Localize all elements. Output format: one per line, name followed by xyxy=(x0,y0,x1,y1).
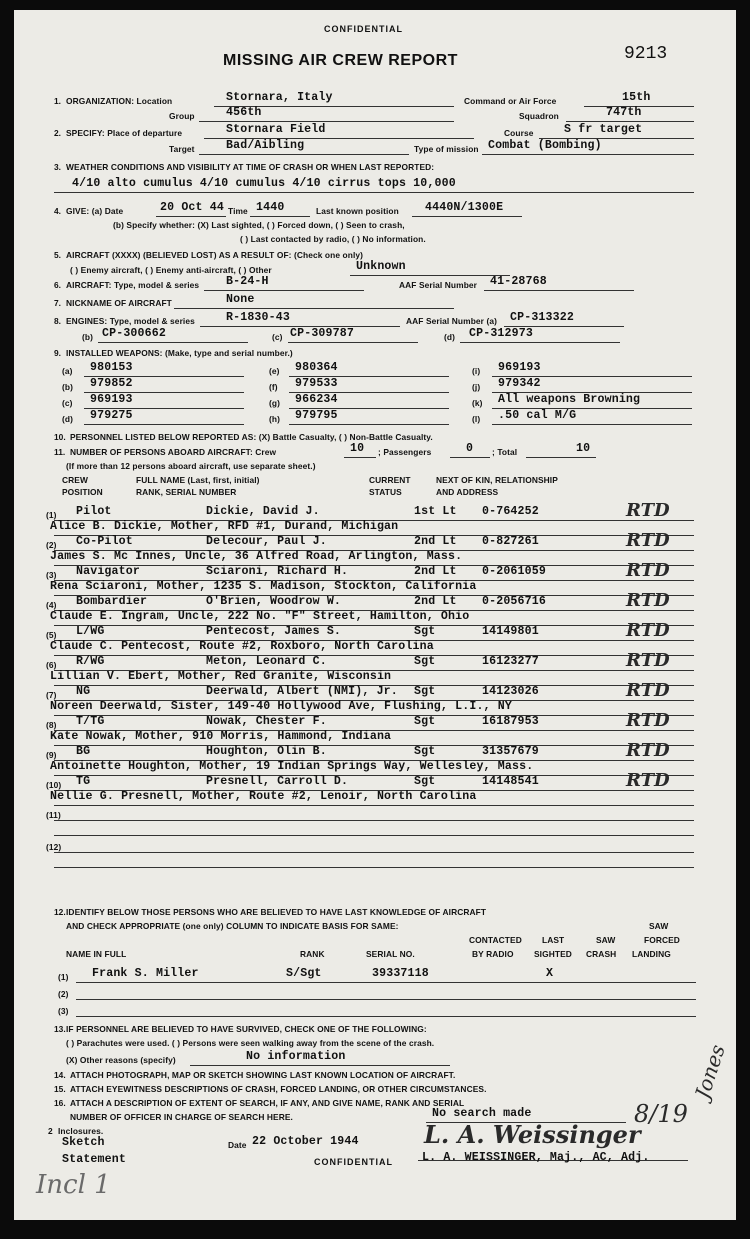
signer-name: L. A. WEISSINGER, Maj., AC, Adj. xyxy=(422,1151,650,1164)
report-page: CONFIDENTIAL MISSING AIR CREW REPORT 9213 1. ORGANIZATION: Location Stornara, Italy Command or Air Force 15th Group 456th Squadron 747th 2. SPECIFY: Place of departure Stornara Field Course S fr target Target Bad/Aibling Type of mission Combat (Bombing) 3. WEATHER CONDITIONS AND VISIBILITY AT TIME OF CRASH OR WHEN LAST REPORTED: 4/10 alto cumulus 4/10 cumulus 4/10 cirrus tops 10,000 4. GIVE: (a) Date 20 Oct 44 Time 1440 Last known position 4440N/1300E (b) Specify whether: (X) Last sighted, ( ) Forced down, ( ) Seen to crash, ( ) Last contacted by radio, ( ) No information. 5. AIRCRAFT (XXXX) (BELIEVED LOST) AS A RESULT OF: (Check one only) ( ) Enemy aircraft, ( ) Enemy anti-aircraft, ( ) Other Unknown 6. AIRCRAFT: Type, model & series B-24-H AAF Serial Number 41-28768 7. NICKNAME OF AIRCRAFT None 8. ENGINES: Type, model & series R-1830-43 AAF Serial Number (a) CP-313322 (b) CP-300662 (c) CP-309787 (d) CP-312973 9. INSTALLED WEAPONS: (Make, type and serial number.) (a) 980153 (e) 980364 (i) 969193 (b) 979852 (f) 979533 (j) 979342 (c) 969193 (g) 966234 (k) All weapons Browning (d) 979275 (h) 979795 (l) .50 cal M/G 10. PERSONNEL LISTED BELOW REPORTED AS: (X) Battle Casualty, ( ) Non-Battle Casualty. 11. NUMBER OF PERSONS ABOARD AIRCRAFT: Crew 10 ; Passengers 0 ; Total 10 (If more than 12 persons aboard aircraft, use separate sheet.) CREW POSITION FULL NAME (Last, first, initial) RANK, SERIAL NUMBER CURRENT STATUS NEXT OF KIN, RELATIONSHIP AND ADDRESS (1) Pilot Dickie, David J. 1st Lt 0-764252 Alice B. Dickie, Mother, RFD #1, Durand, Michigan RTD (2) Co-Pilot Delecour, Paul J. 2nd Lt 0-827261 James S. Mc Innes, Uncle, 36 Alfred Road, Arlington, Mass. RTD (3) Navigator Sciaroni, Richard H. 2nd Lt 0-2061059 Rena Sciaroni, Mother, 1235 S. Madison, Stockton, California RTD (4) Bombardier O'Brien, Woodrow W. 2nd Lt 0-2056716 Claude E. Ingram, Uncle, 222 No. "F" Street, Hamilton, Ohio RTD (5) L/WG Pentecost, James S. Sgt 14149801 Claude C. Pentecost, Route #2, Roxboro, North Carolina RTD (6) R/WG Meton, Leonard C. Sgt 16123277 Lillian V. Ebert, Mother, Red Granite, Wisconsin RTD (7) NG Deerwald, Albert (NMI), Jr. Sgt 14123026 Noreen Deerwald, Sister, 149-40 Hollywood Ave, Flushing, L.I., NY RTD (8) T/TG Nowak, Chester F. Sgt 16187953 Kate Nowak, Mother, 910 Morris, Hammond, Indiana RTD (9) BG Houghton, Olin B. Sgt 31357679 Antoinette Houghton, Mother, 19 Indian Springs Way, Wellesley, Mass. RTD (10) TG Presnell, Carroll D. Sgt 14148541 Nellie G. Presnell, Mother, Route #2, Lenoir, North Carolina RTD (11) (12) 12. IDENTIFY BELOW THOSE PERSONS WHO ARE BELIEVED TO HAVE LAST KNOWLEDGE OF AIRCRAFT AND CHECK APPROPRIATE (one only) COLUMN TO INDICATE BASIS FOR SAME: SAW CONTACTED LAST SAW FORCED NAME IN FULL RANK SERIAL NO. BY RADIO SIGHTED CRASH LANDING (1) Frank S. Miller S/Sgt 39337118 X (2) (3) 13. IF PERSONNEL ARE BELIEVED TO HAVE SURVIVED, CHECK ONE OF THE FOLLOWING: ( ) Parachutes were used. ( ) Persons were seen walking away from the scene of the crash. (X) Other reasons (specify) No information 14. ATTACH PHOTOGRAPH, MAP OR SKETCH SHOWING LAST KNOWN LOCATION OF AIRCRAFT. 15. ATTACH EYEWITNESS DESCRIPTIONS OF CRASH, FORCED LANDING, OR OTHER CIRCUMSTANCES. 16. ATTACH A DESCRIPTION OF EXTENT OF SEARCH, IF ANY, AND GIVE NAME, RANK AND SERIAL NUMBER OF OFFICER IN CHARGE OF SEARCH HERE. No search made 2 Inclosures. Sketch Statement Date 22 October 1944 L. A. WEISSINGER, Maj., AC, Adj. CONFIDENTIAL L. A. Weissinger Incl 1 8/19 Jones xyxy=(14,10,736,1220)
crew-status-note: RTD xyxy=(626,770,670,791)
crew-serial: 14123026 xyxy=(482,685,539,698)
weapon-serial: 979533 xyxy=(295,377,338,390)
crew-number: (5) xyxy=(46,630,57,640)
weapon-serial: 969193 xyxy=(498,361,541,374)
weapon-serial: 979795 xyxy=(295,409,338,422)
loss-time: 1440 xyxy=(256,201,285,214)
crew-serial: 14149801 xyxy=(482,625,539,638)
weapon-key: (f) xyxy=(269,382,278,392)
crew-position: TG xyxy=(76,775,91,788)
crew-status-note: RTD xyxy=(626,560,670,581)
weapon-serial: .50 cal M/G xyxy=(498,409,577,422)
officer-signature: L. A. Weissinger xyxy=(424,1120,641,1149)
crew-name: O'Brien, Woodrow W. xyxy=(206,595,342,608)
crew-next-of-kin: Rena Sciaroni, Mother, 1235 S. Madison, Stockton, California xyxy=(50,580,477,593)
last-position: 4440N/1300E xyxy=(425,201,504,214)
aircraft-serial: 41-28768 xyxy=(490,275,547,288)
crew-next-of-kin: Alice B. Dickie, Mother, RFD #1, Durand, Michigan xyxy=(50,520,399,533)
crew-number: (10) xyxy=(46,780,62,790)
crew-serial: 0-764252 xyxy=(482,505,539,518)
org-location: Stornara, Italy xyxy=(226,91,333,104)
weapon-serial: 980153 xyxy=(90,361,133,374)
crew-rank: Sgt xyxy=(414,715,436,728)
handwritten-initials: Jones xyxy=(690,1041,730,1102)
crew-serial: 0-2056716 xyxy=(482,595,546,608)
crew-serial: 14148541 xyxy=(482,775,539,788)
weapon-serial: 979852 xyxy=(90,377,133,390)
crew-status-note: RTD xyxy=(626,740,670,761)
crew-position: NG xyxy=(76,685,91,698)
crew-serial: 0-827261 xyxy=(482,535,539,548)
crew-position: Co-Pilot xyxy=(76,535,133,548)
crew-serial: 16123277 xyxy=(482,655,539,668)
crew-name: Dickie, David J. xyxy=(206,505,320,518)
crew-count: 10 xyxy=(350,442,365,455)
witness-last-sighted-mark: X xyxy=(546,967,554,980)
crew-rank: Sgt xyxy=(414,625,436,638)
mission-type: Combat (Bombing) xyxy=(488,139,602,152)
weapon-serial: 980364 xyxy=(295,361,338,374)
crew-name: Nowak, Chester F. xyxy=(206,715,327,728)
crew-rank: Sgt xyxy=(414,745,436,758)
crew-number: (6) xyxy=(46,660,57,670)
crew-next-of-kin: Claude E. Ingram, Uncle, 222 No. "F" Street, Hamilton, Ohio xyxy=(50,610,470,623)
weather: 4/10 alto cumulus 4/10 cumulus 4/10 cirrus tops 10,000 xyxy=(72,177,456,190)
engine-type: R-1830-43 xyxy=(226,311,290,324)
crew-position: Navigator xyxy=(76,565,140,578)
engine-serial-c: CP-309787 xyxy=(290,327,354,340)
page-title: MISSING AIR CREW REPORT xyxy=(223,52,458,69)
weapon-key: (g) xyxy=(269,398,280,408)
confidential-footer: CONFIDENTIAL xyxy=(314,1157,393,1167)
crew-position: L/WG xyxy=(76,625,105,638)
weapon-serial: All weapons Browning xyxy=(498,393,641,406)
loss-date: 20 Oct 44 xyxy=(160,201,224,214)
crew-position: BG xyxy=(76,745,91,758)
departure: Stornara Field xyxy=(226,123,326,136)
crew-number: (4) xyxy=(46,600,57,610)
weapon-key: (i) xyxy=(472,366,481,376)
report-number: 9213 xyxy=(624,44,668,64)
loss-cause: Unknown xyxy=(356,260,406,273)
target: Bad/Aibling xyxy=(226,139,305,152)
course: S fr target xyxy=(564,123,643,136)
weapon-serial: 966234 xyxy=(295,393,338,406)
handwritten-incl-note: Incl 1 xyxy=(36,1170,111,1200)
weapon-key: (j) xyxy=(472,382,481,392)
crew-status-note: RTD xyxy=(626,620,670,641)
crew-rank: 2nd Lt xyxy=(414,535,457,548)
crew-rank: Sgt xyxy=(414,655,436,668)
weapon-key: (k) xyxy=(472,398,483,408)
engine-serial-d: CP-312973 xyxy=(469,327,533,340)
crew-rank: 2nd Lt xyxy=(414,565,457,578)
crew-position: T/TG xyxy=(76,715,105,728)
crew-position: R/WG xyxy=(76,655,105,668)
weapon-key: (e) xyxy=(269,366,280,376)
crew-status-note: RTD xyxy=(626,500,670,521)
witness-rank: S/Sgt xyxy=(286,967,322,980)
casualty-status: PERSONNEL LISTED BELOW REPORTED AS: (X) Battle Casualty, ( ) Non-Battle Casualty. xyxy=(70,432,433,442)
crew-name: Presnell, Carroll D. xyxy=(206,775,349,788)
crew-next-of-kin: James S. Mc Innes, Uncle, 36 Alfred Road, Arlington, Mass. xyxy=(50,550,463,563)
crew-number: (12) xyxy=(46,842,62,852)
witness-name: Frank S. Miller xyxy=(92,967,199,980)
crew-next-of-kin: Noreen Deerwald, Sister, 149-40 Hollywood Ave, Flushing, L.I., NY xyxy=(50,700,512,713)
inclosure-sketch: Sketch xyxy=(62,1136,105,1149)
weapon-key: (c) xyxy=(62,398,73,408)
aircraft-type: B-24-H xyxy=(226,275,269,288)
crew-status-note: RTD xyxy=(626,590,670,611)
crew-number: (1) xyxy=(46,510,57,520)
org-command: 15th xyxy=(622,91,651,104)
crew-status-note: RTD xyxy=(626,710,670,731)
crew-number: (2) xyxy=(46,540,57,550)
weapon-key: (b) xyxy=(62,382,73,392)
weapon-serial: 979342 xyxy=(498,377,541,390)
crew-rank: 2nd Lt xyxy=(414,595,457,608)
survival-reason: No information xyxy=(246,1050,346,1063)
aircraft-nickname: None xyxy=(226,293,255,306)
crew-number: (11) xyxy=(46,810,61,820)
crew-name: Deerwald, Albert (NMI), Jr. xyxy=(206,685,398,698)
crew-next-of-kin: Antoinette Houghton, Mother, 19 Indian Springs Way, Wellesley, Mass. xyxy=(50,760,534,773)
crew-position: Pilot xyxy=(76,505,112,518)
crew-status-note: RTD xyxy=(626,530,670,551)
report-date: 22 October 1944 xyxy=(252,1135,359,1148)
crew-serial: 0-2061059 xyxy=(482,565,546,578)
weapon-key: (l) xyxy=(472,414,481,424)
search-description: No search made xyxy=(432,1107,532,1120)
crew-serial: 16187953 xyxy=(482,715,539,728)
crew-name: Meton, Leonard C. xyxy=(206,655,327,668)
org-group: 456th xyxy=(226,106,262,119)
weapon-key: (h) xyxy=(269,414,280,424)
weapon-key: (d) xyxy=(62,414,73,424)
crew-number: (9) xyxy=(46,750,57,760)
crew-next-of-kin: Kate Nowak, Mother, 910 Morris, Hammond, Indiana xyxy=(50,730,392,743)
crew-next-of-kin: Nellie G. Presnell, Mother, Route #2, Lenoir, North Carolina xyxy=(50,790,477,803)
crew-number: (3) xyxy=(46,570,57,580)
witness-serial: 39337118 xyxy=(372,967,429,980)
org-squadron: 747th xyxy=(606,106,642,119)
crew-name: Sciaroni, Richard H. xyxy=(206,565,349,578)
weapon-serial: 979275 xyxy=(90,409,133,422)
crew-next-of-kin: Lillian V. Ebert, Mother, Red Granite, Wisconsin xyxy=(50,670,392,683)
crew-name: Pentecost, James S. xyxy=(206,625,342,638)
crew-serial: 31357679 xyxy=(482,745,539,758)
crew-rank: Sgt xyxy=(414,685,436,698)
crew-position: Bombardier xyxy=(76,595,148,608)
crew-name: Houghton, Olin B. xyxy=(206,745,327,758)
weapon-serial: 969193 xyxy=(90,393,133,406)
total-count: 10 xyxy=(576,442,591,455)
weapon-key: (a) xyxy=(62,366,73,376)
crew-next-of-kin: Claude C. Pentecost, Route #2, Roxboro, North Carolina xyxy=(50,640,434,653)
confidential-header: CONFIDENTIAL xyxy=(324,24,403,34)
passenger-count: 0 xyxy=(466,442,474,455)
crew-name: Delecour, Paul J. xyxy=(206,535,327,548)
crew-number: (8) xyxy=(46,720,57,730)
crew-rank: 1st Lt xyxy=(414,505,457,518)
crew-status-note: RTD xyxy=(626,680,670,701)
engine-serial-b: CP-300662 xyxy=(102,327,166,340)
handwritten-date-note: 8/19 xyxy=(634,1100,688,1128)
inclosure-statement: Statement xyxy=(62,1153,126,1166)
crew-number: (7) xyxy=(46,690,57,700)
crew-rank: Sgt xyxy=(414,775,436,788)
engine-serial-a: CP-313322 xyxy=(510,311,574,324)
crew-status-note: RTD xyxy=(626,650,670,671)
